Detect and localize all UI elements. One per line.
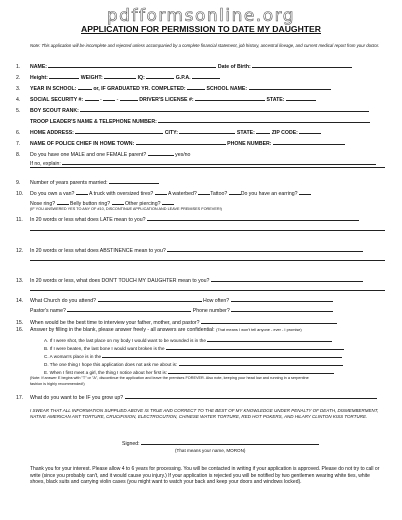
ssn-field-1[interactable] — [85, 95, 99, 101]
row-police — [16, 139, 386, 147]
q10-belly-ring: Belly button ring? — [70, 201, 111, 207]
ssn-field-2[interactable] — [103, 95, 115, 101]
truck-field[interactable] — [155, 189, 167, 195]
q16e-field[interactable] — [168, 368, 334, 374]
oath-statement: I SWEAR THAT ALL INFORMATION SUPPLIED ABOVE IS TRUE AND CORRECT TO THE BEST OF MY KNOWLEDGE UNDER PENALTY OF DEATH, DISMEMBERMENT, NATIVE AMERICAN ANT TORTURE, CRUCIFIXION, ELECTROCUTION, CHINESE WATER TORTURE, RED HOT POKERS, AND HILARY CLINTON KISS TORTURE. — [30, 408, 379, 419]
dob-field[interactable] — [252, 62, 352, 68]
pastor-field[interactable] — [67, 306, 191, 312]
van-field[interactable] — [76, 189, 88, 195]
q14-phone: Phone number? — [192, 308, 230, 314]
pastor-phone-field[interactable] — [231, 306, 333, 312]
q9-label: Number of years parents married: — [30, 180, 108, 186]
troop-leader-label: TROOP LEADER'S NAME & TELEPHONE NUMBER: — [30, 119, 157, 125]
row-abstinence — [16, 246, 386, 254]
phone-label: PHONE NUMBER: — [227, 141, 272, 147]
q14-how-often: How often? — [202, 298, 230, 304]
q12-field[interactable] — [167, 246, 363, 252]
item-number: 11. — [16, 217, 23, 223]
earring-field[interactable] — [299, 189, 311, 195]
dl-field[interactable] — [195, 95, 265, 101]
dl-label: DRIVER'S LICENSE #: — [139, 97, 194, 103]
belly-ring-field[interactable] — [112, 199, 124, 205]
police-field[interactable] — [136, 139, 226, 145]
item-number: 16. — [16, 327, 24, 333]
q16c: C. A woman's place is in the — [44, 352, 342, 359]
intro-note: Note: This application will be incomplete and rejected unless accompanied by a complete financial statement, job history, ancestral lineage, and current medical report from your doctor. — [30, 43, 380, 48]
q16c-field[interactable] — [102, 352, 342, 358]
q16d-field[interactable] — [179, 360, 343, 366]
page-title: APPLICATION FOR PERMISSION TO DATE MY DAUGHTER — [81, 24, 321, 34]
row-explain — [16, 159, 386, 167]
home-address-label: HOME ADDRESS: — [30, 130, 74, 136]
q10-earring: Do you have an earring? — [240, 191, 298, 197]
tattoo-field[interactable] — [229, 189, 241, 195]
q8-label: Do you have one MALE and one FEMALE parent? — [30, 152, 147, 158]
state2-field[interactable] — [256, 128, 270, 134]
q12-label: In 20 words or less what does ABSTINENCE mean to you? — [30, 248, 166, 254]
ssn-label: SOCIAL SECURITY #: — [30, 97, 84, 103]
iq-label: IQ: — [137, 75, 145, 81]
height-label: Height: — [30, 75, 48, 81]
q10-tattoo: Tattoo? — [210, 191, 228, 197]
row-pastor — [16, 306, 386, 314]
q10-truck: A truck with oversized tires? — [89, 191, 154, 197]
row-fill-blank — [16, 327, 386, 333]
q11-field[interactable] — [147, 215, 359, 221]
weight-label: WEIGHT: — [80, 75, 103, 81]
q13-field[interactable] — [211, 276, 363, 282]
footer-text: Thank you for your interest. Please allow 4 to 6 years for processing. You will be contacted in writing if your application is approved. Please do not try to call or write (since you probably can't, and it would cause you injury.) If your application is rejected you will be notified by two gentlemen wearing white ties, white shoes, black suits and carrying violin cases (you might want to watch your back and keep your doors and windows locked). — [30, 466, 380, 486]
q15-field[interactable] — [201, 318, 337, 324]
item-number: 4. — [16, 97, 21, 103]
dob-label: Date of Birth: — [217, 64, 251, 70]
row-married — [16, 178, 386, 186]
row-church — [16, 296, 386, 304]
q16-label: Answer by filling in the blank, please answer freely - all answers are confidential: — [30, 327, 215, 333]
item-number: 7. — [16, 141, 21, 147]
q16e: E. When I first meet a girl, the thing I notice about her first is: — [44, 368, 334, 375]
zip-field[interactable] — [299, 128, 321, 134]
explain-line[interactable] — [30, 167, 385, 168]
q16b: B. If I were beaten, the last bone I would want broken is the — [44, 344, 344, 351]
q16-note-2: fashion is highly recommended!) — [30, 382, 85, 386]
row-name — [16, 62, 386, 70]
signature-caption: (That means your name, MORON) — [175, 448, 246, 453]
q11-label: In 20 words or less what does LATE mean to you? — [30, 217, 146, 223]
signature-row — [122, 439, 319, 447]
q12-line[interactable] — [30, 260, 385, 261]
graduated-label: or, IF GRADUATED YR. COMPLETED: — [93, 86, 186, 92]
row-dont-touch — [16, 276, 386, 284]
state-field[interactable] — [286, 95, 316, 101]
row-interview — [16, 318, 386, 326]
item-number: 2. — [16, 75, 21, 81]
q10-waterbed: A waterbed? — [167, 191, 197, 197]
state-label: STATE: — [266, 97, 285, 103]
police-label: NAME OF POLICE CHIEF IN HOME TOWN: — [30, 141, 135, 147]
gpa-label: G.P.A. — [175, 75, 191, 81]
q8-explain-field[interactable] — [62, 159, 376, 165]
q8-yesno: yes/no — [175, 152, 191, 158]
item-number: 15. — [16, 320, 24, 326]
item-number: 8. — [16, 152, 21, 158]
nose-ring-field[interactable] — [57, 199, 69, 205]
other-piercing-field[interactable] — [162, 199, 174, 205]
q16d: D. The one thing I hope this application does not ask me about is: — [44, 360, 343, 367]
q8-field[interactable] — [148, 150, 174, 156]
q8-explain-label: If no, explain: — [30, 161, 61, 167]
church-field[interactable] — [98, 296, 202, 302]
boy-scout-field[interactable] — [80, 106, 369, 112]
row-address — [16, 128, 386, 136]
boy-scout-label: BOY SCOUT RANK: — [30, 108, 79, 114]
q14-church: What Church do you attend? — [30, 298, 97, 304]
state2-label: STATE: — [236, 130, 255, 136]
q10-other-piercing: Other piercing? — [125, 201, 161, 207]
row-school — [16, 84, 386, 92]
q17-label: What do you want to be IF you grow up? — [30, 395, 124, 401]
row-van — [16, 189, 386, 197]
item-number: 10. — [16, 191, 24, 197]
row-parents — [16, 150, 386, 158]
troop-leader-field[interactable] — [158, 117, 370, 123]
height-field[interactable] — [49, 73, 79, 79]
item-number: 17. — [16, 395, 24, 401]
item-number: 6. — [16, 130, 21, 136]
q14-pastor: Pastor's name? — [30, 308, 66, 314]
q16-note-1: (Note: If answer E begins with "T" or "A", discontinue the application and leave the premises FOREVER. Also note, keeping your head low and running in a serpentine — [30, 376, 309, 380]
city-field[interactable] — [179, 128, 235, 134]
grad-year-field[interactable] — [187, 84, 205, 90]
signature-field[interactable] — [141, 439, 319, 445]
weight-field[interactable] — [104, 73, 136, 79]
school-name-field[interactable] — [249, 84, 331, 90]
row-troop — [16, 117, 386, 125]
row-late — [16, 215, 386, 223]
q9-field[interactable] — [109, 178, 159, 184]
item-number: 5. — [16, 108, 21, 114]
row-piercing — [16, 199, 386, 207]
school-name-label: SCHOOL NAME: — [206, 86, 248, 92]
item-number: 14. — [16, 298, 24, 304]
q10-nose-ring: Nose ring? — [30, 201, 56, 207]
waterbed-field[interactable] — [198, 189, 210, 195]
gpa-field[interactable] — [192, 73, 220, 79]
q16b-field[interactable] — [166, 344, 344, 350]
row-ssn: 4. SOCIAL SECURITY #: - - DRIVER'S LICENSE #: STATE: — [16, 95, 386, 103]
zip-label: ZIP CODE: — [271, 130, 298, 136]
q16-paren: (That means I won't tell anyone - ever - I promise) — [216, 327, 302, 332]
name-label: NAME: — [30, 64, 48, 70]
q13-label: In 20 words or less, what does DON'T TOUCH MY DAUGHTER mean to you? — [30, 278, 210, 284]
name-field[interactable] — [48, 62, 216, 68]
q15-label: When would be the best time to interview your father, mother, and pastor? — [30, 320, 200, 326]
q11-line[interactable] — [30, 230, 385, 231]
iq-field[interactable] — [146, 73, 174, 79]
item-number: 3. — [16, 86, 21, 92]
q16a: A. If I were shot, the last place on my body I would want to be wounded is in the — [44, 336, 332, 343]
how-often-field[interactable] — [231, 296, 333, 302]
signed-label: Signed: — [122, 441, 140, 447]
phone-field[interactable] — [273, 139, 345, 145]
q10-note: (IF YOU ANSWERED YES TO ANY OF #10, DISCONTINUE APPLICATION AND LEAVE PREMISES FOREVER!) — [30, 207, 222, 211]
row-height — [16, 73, 386, 81]
q10-van: Do you own a van? — [30, 191, 75, 197]
ssn-field-3[interactable] — [120, 95, 138, 101]
item-number: 9. — [16, 180, 21, 186]
item-number: 1. — [16, 64, 21, 70]
home-address-field[interactable] — [75, 128, 163, 134]
watermark: pdfformsonline.org — [106, 6, 296, 26]
row-grow-up — [16, 393, 386, 401]
item-number: 13. — [16, 278, 24, 284]
row-scout — [16, 106, 386, 114]
city-label: CITY: — [164, 130, 178, 136]
year-in-school-label: YEAR IN SCHOOL: — [30, 86, 77, 92]
q16a-field[interactable] — [207, 336, 332, 342]
q13-line[interactable] — [30, 290, 385, 291]
q17-field[interactable] — [125, 393, 377, 399]
year-field[interactable] — [78, 84, 92, 90]
item-number: 12. — [16, 248, 24, 254]
